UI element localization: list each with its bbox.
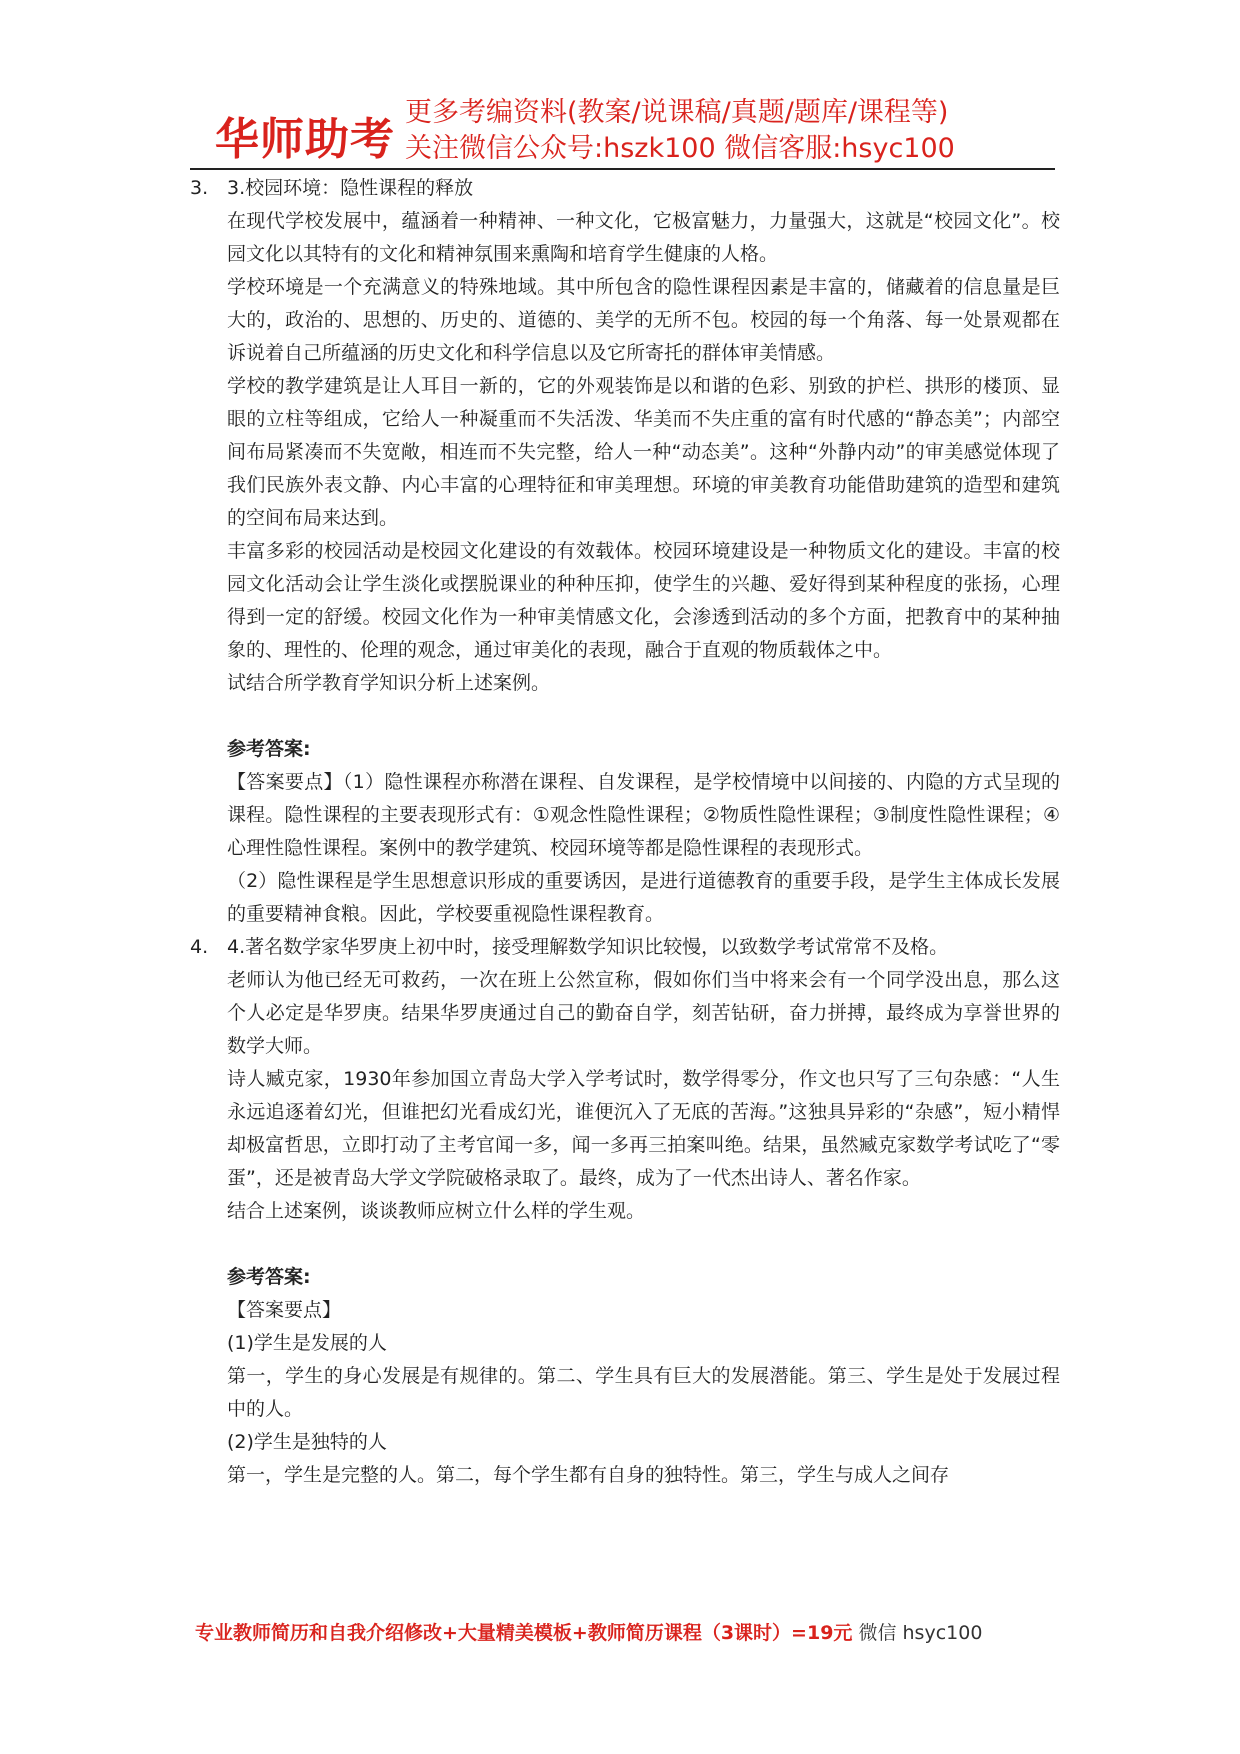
promo-line-2: 关注微信公众号:hszk100 微信客服:hsyc100	[405, 133, 955, 164]
promo-line-1: 更多考编资料(教案/说课稿/真题/题库/课程等)	[405, 97, 949, 128]
question-title: 3.校园环境：隐性课程的释放	[227, 177, 474, 199]
answer-heading: 参考答案:	[227, 1266, 311, 1288]
answer-paragraph: 第一，学生的身心发展是有规律的。第二、学生具有巨大的发展潜能。第三、学生是处于发展过程中的人。	[227, 1365, 1060, 1420]
footer-wechat: 微信 hsyc100	[852, 1622, 983, 1644]
header-banner	[215, 95, 1070, 175]
answer-paragraph: (1)学生是发展的人	[227, 1332, 387, 1354]
promo-text	[405, 95, 955, 167]
header-divider	[190, 168, 1055, 170]
paragraph: 试结合所学教育学知识分析上述案例。	[227, 672, 551, 694]
paragraph: 诗人臧克家，1930年参加国立青岛大学入学考试时，数学得零分，作文也只写了三句杂感：“人生永远追逐着幻光，但谁把幻光看成幻光，谁便沉入了无底的苦海。”这独具异彩的“杂感”，短小精悍却极富哲思，立即打动了主考官闻一多，闻一多再三拍案叫绝。结果，虽然臧克家数学考试吃了“零蛋”，还是被青岛大学文学院破格录取了。最终，成为了一代杰出诗人、著名作家。	[227, 1068, 1060, 1189]
question-title: 4.著名数学家华罗庚上初中时，接受理解数学知识比较慢，以致数学考试常常不及格。	[227, 936, 949, 958]
paragraph: 学校的教学建筑是让人耳目一新的，它的外观装饰是以和谐的色彩、别致的护栏、拱形的楼顶、显眼的立柱等组成，它给人一种凝重而不失活泼、华美而不失庄重的富有时代感的“静态美”；内部空间布局紧凑而不失宽敞，相连而不失完整，给人一种“动态美”。这种“外静内动”的审美感觉体现了我们民族外表文静、内心丰富的心理特征和审美理想。环境的审美教育功能借助建筑的造型和建筑的空间布局来达到。	[227, 375, 1060, 529]
paragraph: 老师认为他已经无可救药，一次在班上公然宣称，假如你们当中将来会有一个同学没出息，那么这个人必定是华罗庚。结果华罗庚通过自己的勤奋自学，刻苦钻研，奋力拼搏，最终成为享誉世界的数学大师。	[227, 969, 1060, 1057]
footer-ad-text: 专业教师简历和自我介绍修改+大量精美模板+教师简历课程（3课时）=19元	[195, 1622, 853, 1644]
brand-logo: 华师助考	[215, 114, 395, 165]
answer-paragraph: 【答案要点】	[227, 1299, 342, 1321]
answer-paragraph: 【答案要点】（1）隐性课程亦称潜在课程、自发课程，是学校情境中以间接的、内隐的方式呈现的课程。隐性课程的主要表现形式有：①观念性隐性课程；②物质性隐性课程；③制度性隐性课程；④心理性隐性课程。案例中的教学建筑、校园环境等都是隐性课程的表现形式。	[227, 771, 1060, 859]
paragraph: 结合上述案例，谈谈教师应树立什么样的学生观。	[227, 1200, 646, 1222]
answer-paragraph: （2）隐性课程是学生思想意识形成的重要诱因，是进行道德教育的重要手段，是学生主体成长发展的重要精神食粮。因此，学校要重视隐性课程教育。	[227, 870, 1060, 925]
paragraph: 在现代学校发展中，蕴涵着一种精神、一种文化，它极富魅力，力量强大，这就是“校园文化”。校园文化以其特有的文化和精神氛围来熏陶和培育学生健康的人格。	[227, 210, 1060, 265]
question-3	[190, 172, 1060, 931]
answer-paragraph: (2)学生是独特的人	[227, 1431, 387, 1453]
footer-ad	[195, 1618, 1055, 1645]
question-number: 4.	[190, 936, 209, 958]
answer-paragraph: 第一，学生是完整的人。第二，每个学生都有自身的独特性。第三，学生与成人之间存	[227, 1464, 950, 1486]
answer-heading: 参考答案:	[227, 738, 311, 760]
question-number: 3.	[190, 177, 209, 199]
paragraph: 学校环境是一个充满意义的特殊地域。其中所包含的隐性课程因素是丰富的，储藏着的信息量是巨大的，政治的、思想的、历史的、道德的、美学的无所不包。校园的每一个角落、每一处景观都在诉说着自己所蕴涵的历史文化和科学信息以及它所寄托的群体审美情感。	[227, 276, 1060, 364]
document-body	[190, 172, 1060, 1492]
question-4	[190, 931, 1060, 1492]
paragraph: 丰富多彩的校园活动是校园文化建设的有效载体。校园环境建设是一种物质文化的建设。丰富的校园文化活动会让学生淡化或摆脱课业的种种压抑，使学生的兴趣、爱好得到某种程度的张扬，心理得到一定的舒缓。校园文化作为一种审美情感文化，会渗透到活动的多个方面，把教育中的某种抽象的、理性的、伦理的观念，通过审美化的表现，融合于直观的物质载体之中。	[227, 540, 1060, 661]
